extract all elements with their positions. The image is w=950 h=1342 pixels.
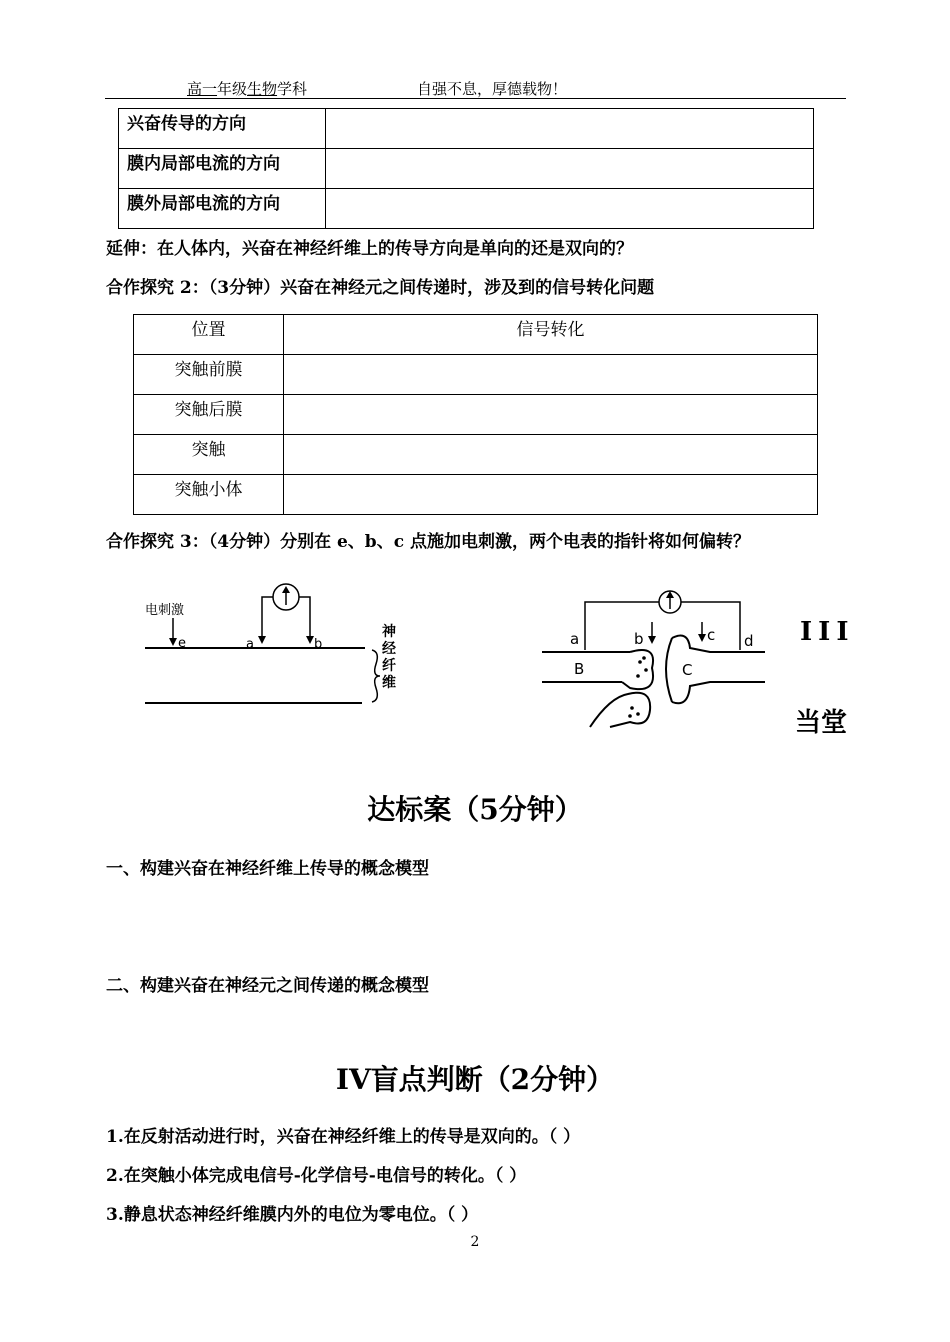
- label-C: C: [682, 661, 693, 679]
- concept-model-2: 二、构建兴奋在神经元之间传递的概念模型: [106, 976, 429, 996]
- vesicle-dot: [644, 668, 648, 672]
- brace-icon: [372, 650, 380, 702]
- needle-head-icon: [282, 586, 290, 593]
- label-B: B: [574, 660, 585, 678]
- judgment-item-1: 1.在反射活动进行时，兴奋在神经纤维上的传导是双向的。（ ）: [106, 1127, 581, 1147]
- answer-cell[interactable]: [284, 435, 818, 475]
- page-header: [105, 76, 846, 99]
- point-a-label: a: [246, 637, 254, 652]
- vesicle-dot: [636, 674, 640, 678]
- table-cell-label: 突触小体: [134, 475, 284, 515]
- postsynaptic-membrane: [666, 638, 672, 702]
- point-e-label: e: [178, 636, 186, 651]
- column-header: 信号转化: [284, 315, 818, 355]
- page-number: 2: [470, 1234, 480, 1250]
- column-header: 位置: [134, 315, 284, 355]
- presynaptic-terminal: [622, 650, 653, 689]
- arrow-head-icon: [258, 636, 266, 644]
- table-cell-label: 膜内局部电流的方向: [119, 149, 326, 189]
- answer-cell[interactable]: [326, 149, 814, 189]
- section-3-numeral: III: [800, 617, 855, 647]
- extension-question: 延伸：在人体内，兴奋在神经纤维上的传导方向是单向的还是双向的？: [106, 239, 633, 259]
- judgment-item-2: 2.在突触小体完成电信号-化学信号-电信号的转化。（ ）: [106, 1166, 527, 1186]
- answer-cell[interactable]: [284, 475, 818, 515]
- inquiry-3-title: 合作探究 3：（4分钟）分别在 e、b、c 点施加电刺激，两个电表的指针将如何偏转？: [106, 532, 750, 552]
- header-grade: 高一年级生物学科: [187, 80, 308, 98]
- inquiry-2-title: 合作探究 2：（3分钟）兴奋在神经元之间传递时，涉及到的信号转化问题: [106, 278, 655, 298]
- conduction-direction-table: [118, 108, 814, 229]
- section-3-title: 达标案（5分钟）: [367, 793, 583, 826]
- header-motto: 自强不息，厚德载物！: [417, 80, 568, 98]
- nerve-fiber-diagram: [140, 572, 410, 712]
- table-cell-label: 膜外局部电流的方向: [119, 189, 326, 229]
- answer-cell[interactable]: [284, 355, 818, 395]
- vesicle-dot: [628, 714, 632, 718]
- arrow-head-icon: [648, 636, 656, 644]
- answer-cell[interactable]: [326, 189, 814, 229]
- synapse-diagram: [540, 582, 770, 730]
- table-cell-label: 突触: [134, 435, 284, 475]
- table-cell-label: 突触前膜: [134, 355, 284, 395]
- second-terminal: [590, 693, 650, 727]
- vesicle-dot: [638, 660, 642, 664]
- vesicle-dot: [630, 706, 634, 710]
- point-a-label: a: [570, 630, 580, 648]
- table-row: [119, 189, 814, 229]
- section-4-title: IV盲点判断（2分钟）: [335, 1063, 615, 1096]
- electrode-b-wire: [299, 597, 310, 642]
- vesicle-dot: [636, 712, 640, 716]
- judgment-item-3: 3.静息状态神经纤维膜内外的电位为零电位。（ ）: [106, 1205, 479, 1225]
- table-row: [134, 475, 818, 515]
- point-c-label: c: [707, 626, 716, 644]
- table-cell-label: 兴奋传导的方向: [119, 109, 326, 149]
- table-row: [134, 355, 818, 395]
- point-b-label: b: [314, 637, 323, 652]
- table-row: [119, 109, 814, 149]
- point-d-label: d: [744, 632, 754, 650]
- signal-conversion-table: [133, 314, 818, 515]
- table-cell-label: 突触后膜: [134, 395, 284, 435]
- arrow-head-icon: [306, 636, 314, 644]
- stimulus-label: 电刺激: [145, 603, 185, 618]
- arrow-head-icon: [169, 638, 177, 646]
- table-header-row: [134, 315, 818, 355]
- table-row: [134, 435, 818, 475]
- point-b-label: b: [634, 630, 644, 648]
- postsynaptic-lower-membrane: [672, 682, 765, 703]
- fiber-vertical-label: 神经纤维: [382, 624, 396, 691]
- concept-model-1: 一、构建兴奋在神经纤维上传导的概念模型: [106, 859, 429, 879]
- table-row: [134, 395, 818, 435]
- section-3-prefix: 当堂: [795, 708, 848, 738]
- electrode-a-wire: [262, 597, 273, 642]
- answer-cell[interactable]: [326, 109, 814, 149]
- electrode-a-wire: [585, 602, 659, 650]
- answer-cell[interactable]: [284, 395, 818, 435]
- arrow-head-icon: [698, 634, 706, 642]
- vesicle-dot: [642, 656, 646, 660]
- table-row: [119, 149, 814, 189]
